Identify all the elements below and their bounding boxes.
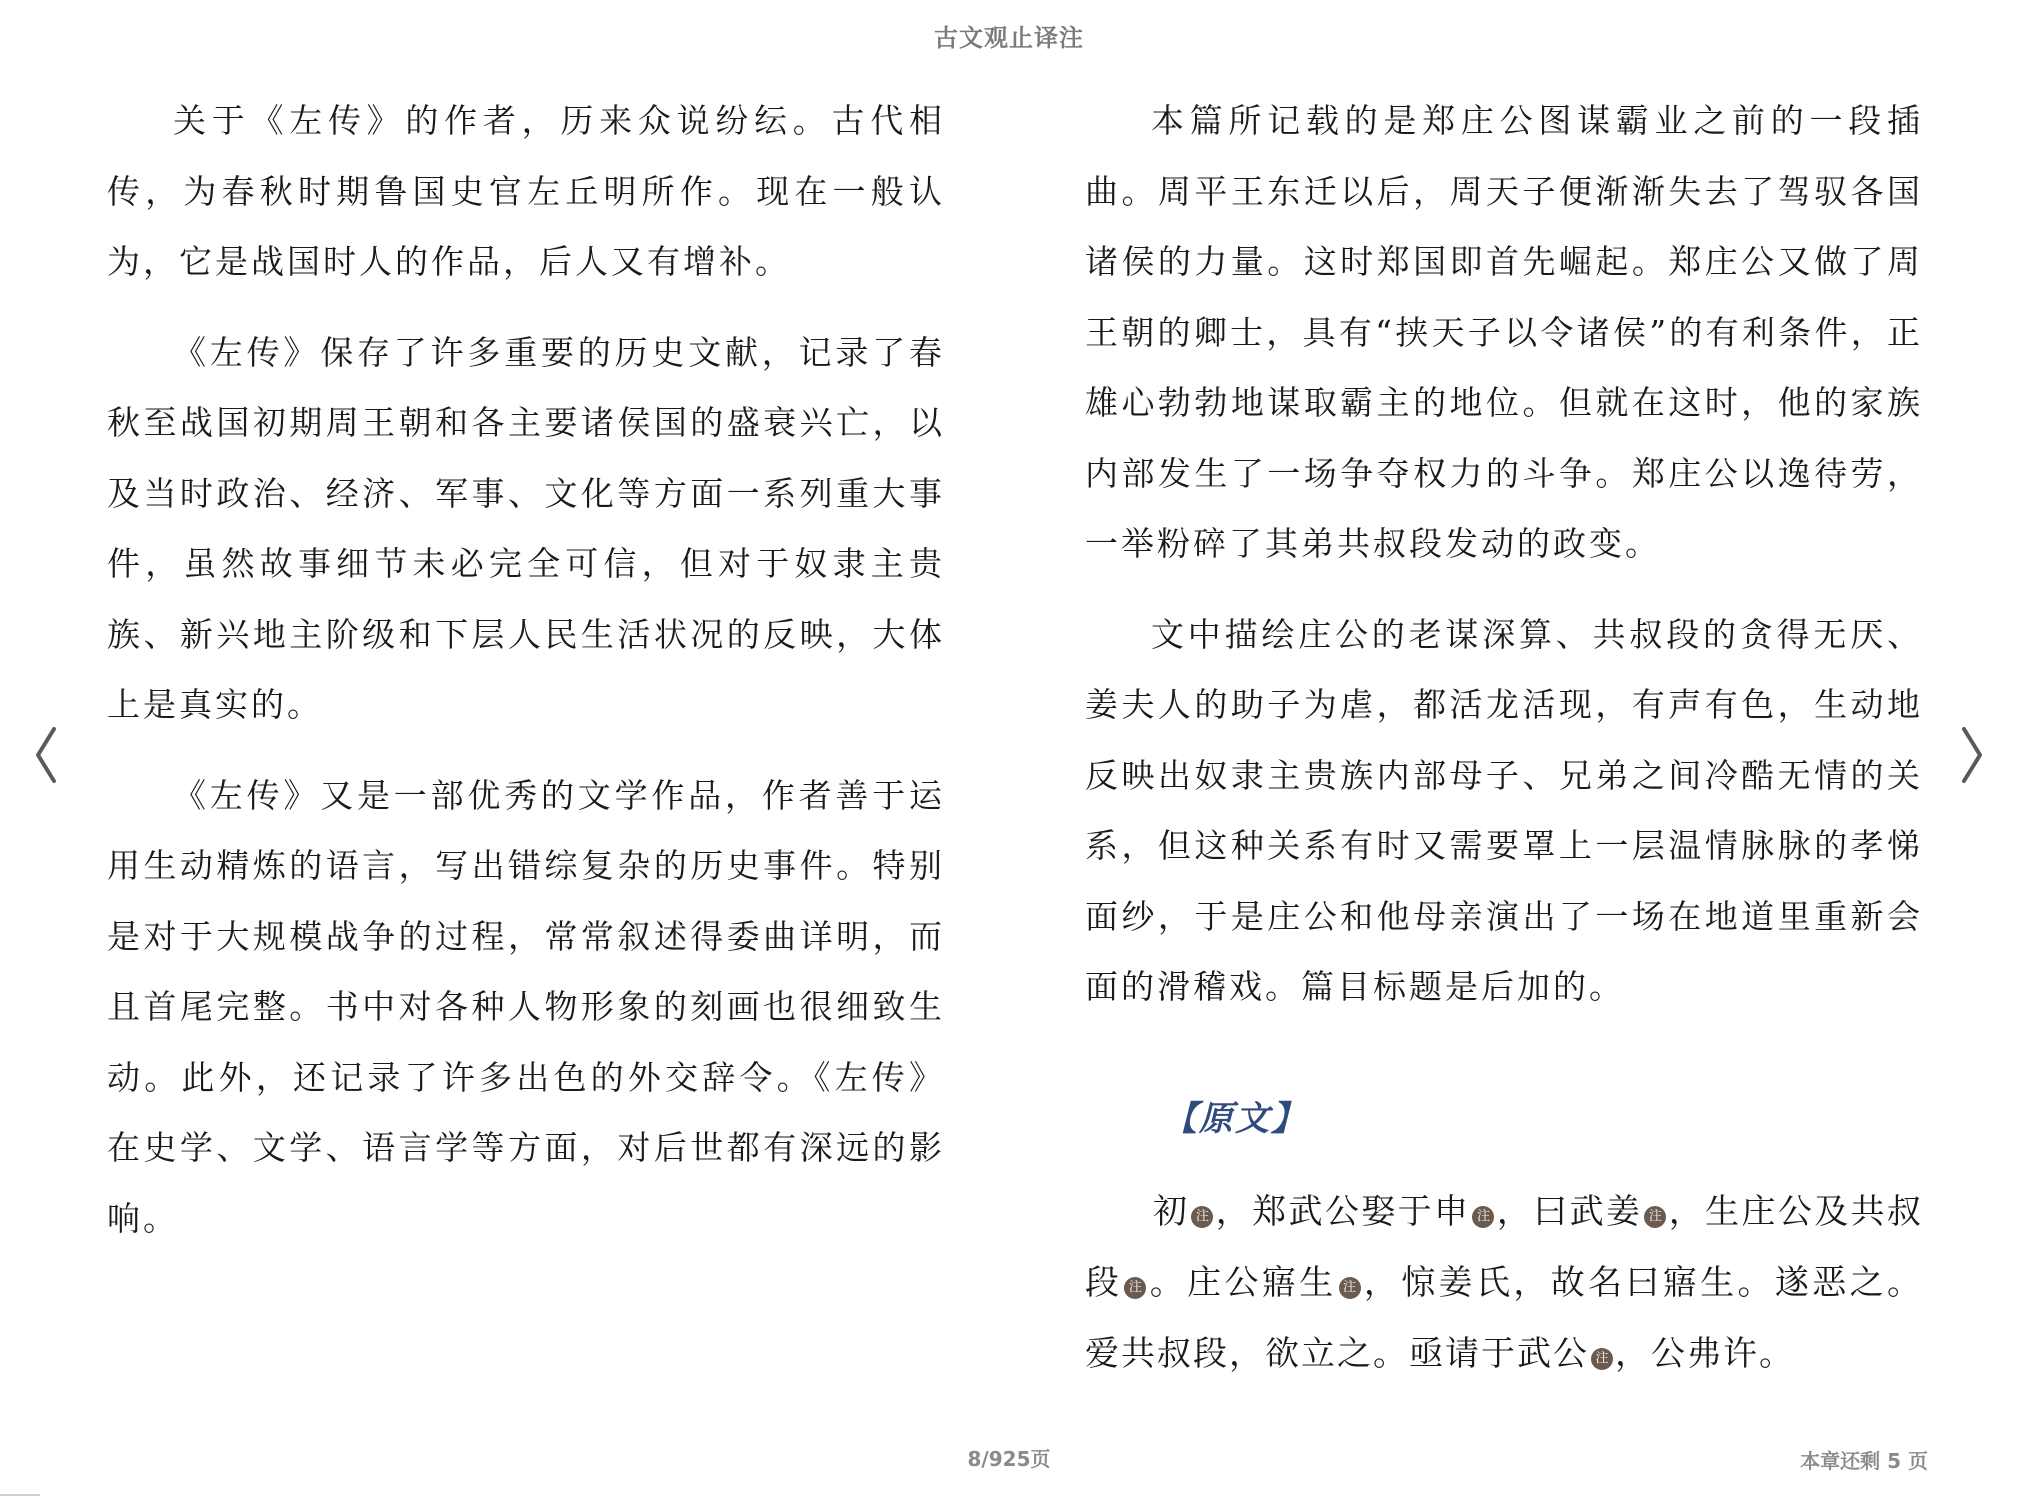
- original-text-segment: ，公弗许。: [1615, 1333, 1795, 1374]
- book-title: 古文观止译注: [934, 24, 1084, 52]
- annotation-marker-icon[interactable]: 注: [1472, 1206, 1494, 1228]
- next-page-button[interactable]: [1952, 715, 1992, 795]
- original-text-segment: ，郑武公娶于申: [1215, 1191, 1471, 1232]
- original-text-paragraph: [1085, 1177, 1923, 1390]
- original-text-segment: ，生庄公及共叔段: [1085, 1191, 1924, 1303]
- chevron-left-icon: [26, 715, 66, 795]
- annotation-marker-icon[interactable]: 注: [1124, 1277, 1146, 1299]
- chapter-remaining-pages: 本章还剩 5 页: [1800, 1449, 1928, 1473]
- original-text-segment: ，惊姜氏，故名曰寤生。遂恶之。爱共叔段，欲立之。亟请于武公: [1085, 1262, 1924, 1374]
- annotation-marker-icon[interactable]: 注: [1591, 1348, 1613, 1370]
- chevron-right-icon: [1952, 715, 1992, 795]
- annotation-marker-icon[interactable]: 注: [1644, 1206, 1666, 1228]
- section-heading-original-text: 【原文】: [1163, 1098, 1307, 1139]
- page-indicator: 8/925页: [967, 1447, 1051, 1471]
- left-page: [107, 86, 945, 1274]
- original-text-segment: ，曰武姜: [1496, 1191, 1643, 1232]
- original-text-segment: 。庄公寤生: [1148, 1262, 1337, 1303]
- summary-paragraph-1: 本篇所记载的是郑庄公图谋霸业之前的一段插曲。周平王东迁以后，周天子便渐渐失去了驾驭各国诸侯的力量。这时郑国即首先崛起。郑庄公又做了周王朝的卿士，具有“挟天子以令诸侯”的有利条件，正雄心勃勃地谋取霸主的地位。但就在这时，他的家族内部发生了一场争夺权力的斗争。郑庄公以逸待劳，一举粉碎了其弟共叔段发动的政变。: [1085, 101, 1923, 563]
- annotation-marker-icon[interactable]: 注: [1191, 1206, 1213, 1228]
- intro-paragraph-3: 《左传》又是一部优秀的文学作品，作者善于运用生动精炼的语言，写出错综复杂的历史事件。特别是对于大规模战争的过程，常常叙述得委曲详明，而且首尾完整。书中对各种人物形象的刻画也很细致生动。此外，还记录了许多出色的外交辞令。《左传》在史学、文学、语言学等方面，对后世都有深远的影响。: [107, 775, 945, 1238]
- intro-paragraph-2: 《左传》保存了许多重要的历史文献，记录了春秋至战国初期周王朝和各主要诸侯国的盛衰兴亡，以及当时政治、经济、军事、文化等方面一系列重大事件，虽然故事细节未必完全可信，但对于奴隶主贵族、新兴地主阶级和下层人民生活状况的反映，大体上是真实的。: [107, 332, 945, 724]
- annotation-marker-icon[interactable]: 注: [1339, 1277, 1361, 1299]
- original-text-segment: 初: [1153, 1191, 1190, 1232]
- previous-page-button[interactable]: [26, 715, 66, 795]
- right-page: [1085, 86, 1923, 1390]
- intro-paragraph-1: 关于《左传》的作者，历来众说纷纭。古代相传，为春秋时期鲁国史官左丘明所作。现在一般认为，它是战国时人的作品，后人又有增补。: [107, 101, 945, 281]
- summary-paragraph-2: 文中描绘庄公的老谋深算、共叔段的贪得无厌、姜夫人的助子为虐，都活龙活现，有声有色，生动地反映出奴隶主贵族内部母子、兄弟之间冷酷无情的关系，但这种关系有时又需要罩上一层温情脉脉的孝悌面纱，于是庄公和他母亲演出了一场在地道里重新会面的滑稽戏。篇目标题是后加的。: [1085, 614, 1923, 1006]
